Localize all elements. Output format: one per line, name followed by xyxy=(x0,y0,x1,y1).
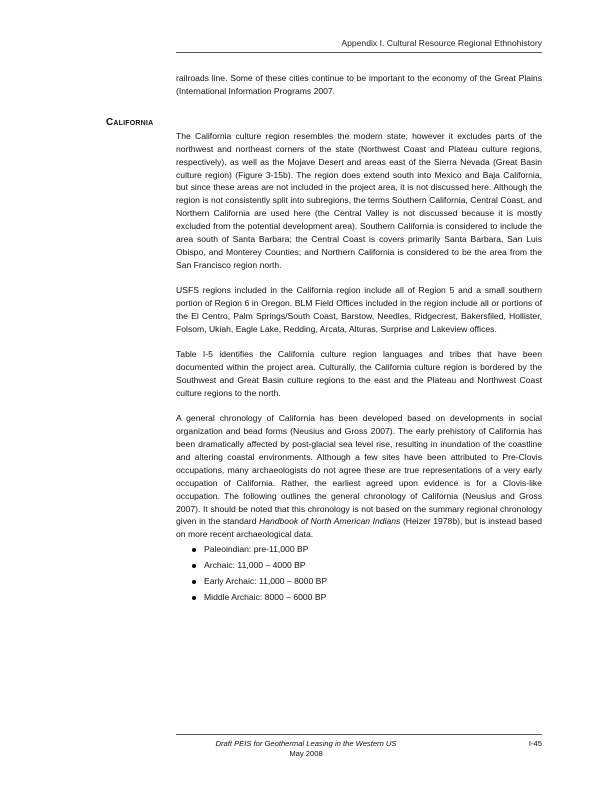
chronology-text-end: (Heizer 1978b), but is instead based on more recent archaeological data. xyxy=(176,516,542,540)
section-heading-california: California xyxy=(106,117,154,128)
footer-rule xyxy=(176,734,542,735)
intro-paragraph: railroads line. Some of these cities continue to be important to the economy of the Great Plains (International Information Programs 2007. xyxy=(176,73,542,96)
page-body xyxy=(176,72,542,605)
page-number: I-45 xyxy=(528,739,542,748)
handbook-title: Handbook of North American Indians xyxy=(258,516,401,527)
list-item: Early Archaic: 11,000 – 8000 BP xyxy=(192,574,542,590)
list-item: Middle Archaic: 8000 – 6000 BP xyxy=(192,590,542,606)
california-paragraph: The California culture region resembles the modern state, however it excludes parts of the northwest and northeast corners of the state (Northwest Coast and Plateau culture regions, respectively), as well as the Mojave Desert and areas east of the Sierra Nevada (Great Basin culture region) (Figure 3-15b). The region does extend south into Mexico and Baja California, but since these areas are not included in the project area, it is not discussed here. Although the region is not consistently split into subregions, the terms Southern California, Central Coast, and Northern California are used here (the Central Valley is not discussed because it is mostly excluded from the potential development area). Southern California is considered to include the area south of Santa Barbara; the Central Coast is covers primarily Santa Barbara, San Luis Obispo, and Monterey Counties; and Northern California is considered to be the area from the San Francisco region north. xyxy=(176,130,542,270)
footer-document-title: Draft PEIS for Geothermal Leasing in the Western US xyxy=(215,739,397,748)
footer-date: May 2008 xyxy=(289,749,323,758)
header-rule xyxy=(176,52,542,53)
table-reference-paragraph: Table I-5 identifies the California culture region languages and tribes that have been documented within the project area. Culturally, the California culture region is bordered by the Southwest and Great Basin culture regions to the east and the Plateau and Northwest Coast culture regions to the north. xyxy=(176,349,542,398)
list-item: Paleoindian: pre-11,000 BP xyxy=(192,542,542,558)
usfs-paragraph: USFS regions included in the California region include all of Region 5 and a small southern portion of Region 6 in Oregon. BLM Field Offices included in the region include all or portions of the El Centro, Palm Springs/South Coast, Barstow, Needles, Ridgecrest, Bakersfiled, Hollister, Folsom, Ukiah, Eagle Lake, Redding, Arcata, Alturas, Surprise and Lakeview offices. xyxy=(176,285,542,334)
running-header: Appendix I. Cultural Resource Regional Ethnohistory xyxy=(341,38,542,48)
chronology-text-start: A general chronology of California has been developed based on developments in social organization and bead forms (Neusius and Gross 2007). The early prehistory of California has been dramatically affected by post-glacial sea level rise, resulting in inundation of the coastline and altering coastal environments. Although a few sites have been attributed to Pre-Clovis occupations, many archaeologists do not agree these are true representations of a very early occupation of California. Rather, the earliest agreed upon evidence is for a Clovis-like occupation. The following outlines the general chronology of California (Neusius and Gross 2007). It should be noted that this chronology is not based on the summary regional chronology given in the standard xyxy=(176,413,542,527)
chronology-list xyxy=(176,542,542,605)
chronology-paragraph xyxy=(176,412,542,541)
list-item: Archaic: 11,000 – 4000 BP xyxy=(192,558,542,574)
